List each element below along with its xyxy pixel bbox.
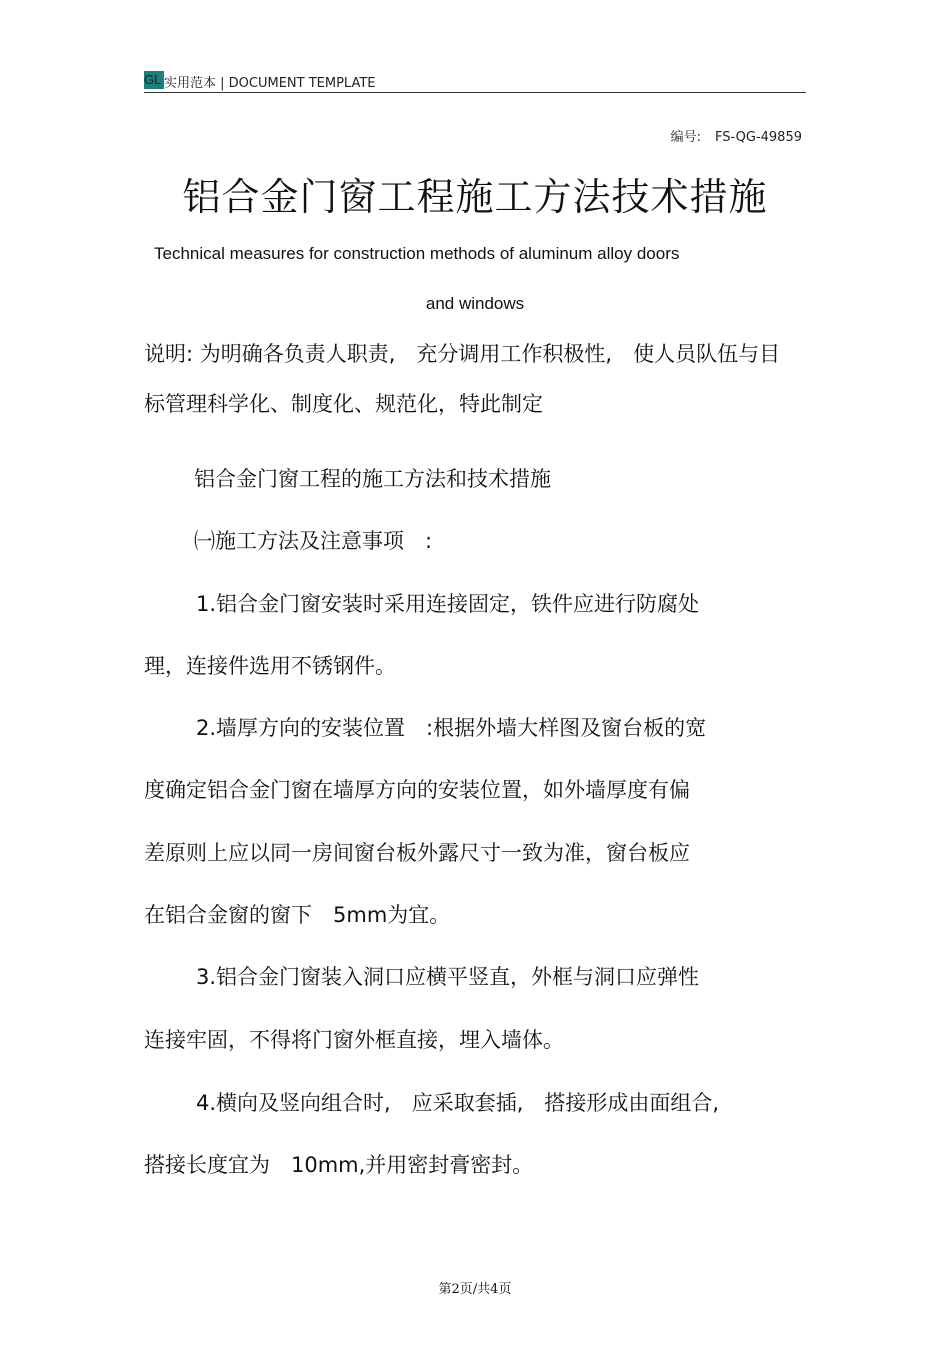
subsection-heading: ㈠施工方法及注意事项 : <box>194 529 433 553</box>
subtitle-line-1: Technical measures for construction methods of aluminum alloy doors <box>154 244 680 263</box>
logo-text: GL <box>144 72 162 87</box>
document-number <box>671 126 802 145</box>
section-heading: 铝合金门窗工程的施工方法和技术措施 <box>194 467 551 491</box>
header-text: 实用范本 | DOCUMENT TEMPLATE <box>164 76 376 91</box>
item-2-line-1: 2.墙厚方向的安装位置 :根据外墙大样图及窗台板的宽 <box>196 716 707 740</box>
item-1-line-1: 1.铝合金门窗安装时采用连接固定，铁件应进行防腐处 <box>196 592 700 616</box>
intro-line-1: 说明: 为明确各负责人职责, 充分调用工作积极性, 使人员队伍与目 <box>144 342 781 366</box>
document-number-label: 编号: <box>670 130 701 145</box>
page-footer: 第2页/共4页 <box>438 1282 512 1297</box>
item-2-line-4: 在铝合金窗的窗下 5mm为宜。 <box>144 903 451 927</box>
item-3-line-2: 连接牢固，不得将门窗外框直接，埋入墙体。 <box>144 1028 564 1052</box>
document-number-value: FS-QG-49859 <box>714 130 802 145</box>
page-header <box>144 70 806 93</box>
item-3-line-1: 3.铝合金门窗装入洞口应横平竖直，外框与洞口应弹性 <box>196 965 700 989</box>
item-4-line-2: 搭接长度宜为 10mm,并用密封膏密封。 <box>144 1153 534 1177</box>
document-title: 铝合金门窗工程施工方法技术措施 <box>182 175 768 219</box>
item-1-line-2: 理，连接件选用不锈钢件。 <box>144 654 396 678</box>
intro-line-2: 标管理科学化、制度化、规范化，特此制定 <box>144 392 543 416</box>
subtitle-line-2: and windows <box>425 294 525 313</box>
item-4-line-1: 4.横向及竖向组合时, 应采取套插, 搭接形成由面组合, <box>196 1091 720 1115</box>
item-2-line-3: 差原则上应以同一房间窗台板外露尺寸一致为准，窗台板应 <box>144 841 690 865</box>
item-2-line-2: 度确定铝合金门窗在墙厚方向的安装位置，如外墙厚度有偏 <box>144 778 690 802</box>
